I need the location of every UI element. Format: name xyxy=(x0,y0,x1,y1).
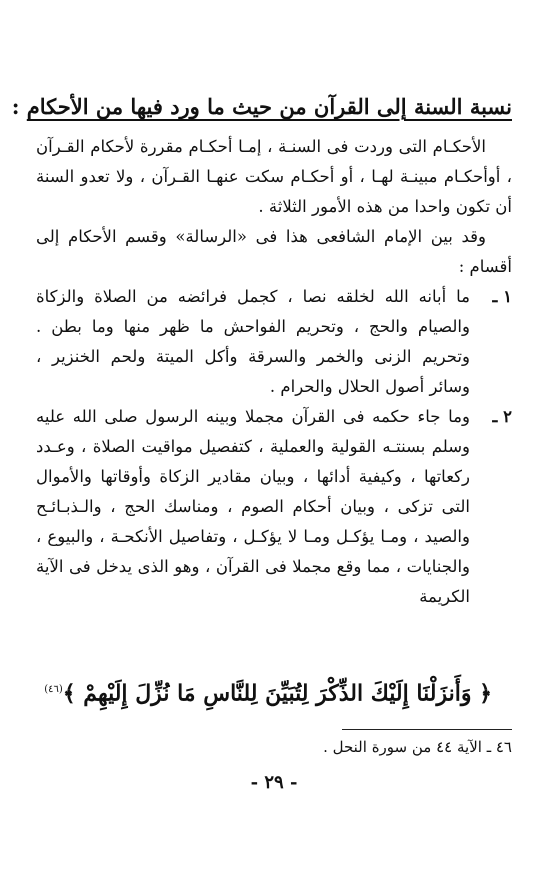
paragraph-shafii: وقد بين الإمام الشافعى هذا فى «الرسالة» وقسم الأحكام إلى أقسام : xyxy=(36,227,512,276)
list-item-number: ٢ ـ xyxy=(492,407,512,426)
footnote: ٤٦ ـ الآية ٤٤ من سورة النحل . xyxy=(323,738,512,756)
paragraph-intro: الأحكـام التى وردت فى السنـة ، إمـا أحكـام مقررة لأحكام القـرآن ، أوأحكـام مبينـة لهـا ، أو أحكـام سكت عنهـا القـرآن ، ولا تعدو السنة أن تكون واحدا من هذه الأمور الثلاثة . xyxy=(36,137,512,216)
quran-verse-text: ﴿ وَأَنزَلْنَا إِلَيْكَ الذِّكْرَ لِتُبَيِّنَ لِلنَّاسِ مَا نُزِّلَ إِلَيْهِمْ ﴾ xyxy=(62,680,492,707)
list-item-number: ١ ـ xyxy=(492,287,512,306)
quran-verse xyxy=(44,672,492,711)
list-item xyxy=(36,282,512,402)
footnote-divider xyxy=(342,729,512,730)
section-heading-title: نسبة السنة إلى القرآن من حيث ما ورد فيها من الأحكام xyxy=(26,94,512,119)
list-item-text: ما أبانه الله لخلقه نصا ، كجمل فرائضه من الصلاة والزكاة والصيام والحج ، وتحريم الفواحش ما ظهر منها وما بطن . وتحريم الزنى والخمر والسرقة وأكل الميتة ولحم الخنزير ، وسائر أصول الحلال والحرام . xyxy=(36,287,470,396)
footnote-reference: (٤٦) xyxy=(44,684,63,695)
section-heading xyxy=(11,92,512,122)
section-heading-colon: : xyxy=(11,94,27,119)
page-number: - ٢٩ - xyxy=(250,772,298,793)
list-item xyxy=(36,402,512,612)
list-item-text: وما جاء حكمه فى القرآن مجملا وبينه الرسول صلى الله عليه وسلم بسنتـه القولية والعملية ، كتفصيل مواقيت الصلاة ، وعـدد ركعاتها ، وكيفية أدائها ، وبيان مقادير الزكاة وأوقاتها والأموال التى تزكى ، وبيان أحكام الصوم ، ومناسك الحج ، والـذبـائـح والصيد ، ومـا يؤكـل ومـا لا يؤكـل ، وتفاصيل الأنكحـة ، والبيوع ، والجنايات ، مما وقع مجملا فى القرآن ، وهو الذى يدخل فى الآية الكريمة xyxy=(36,407,470,606)
body-text xyxy=(36,132,512,612)
